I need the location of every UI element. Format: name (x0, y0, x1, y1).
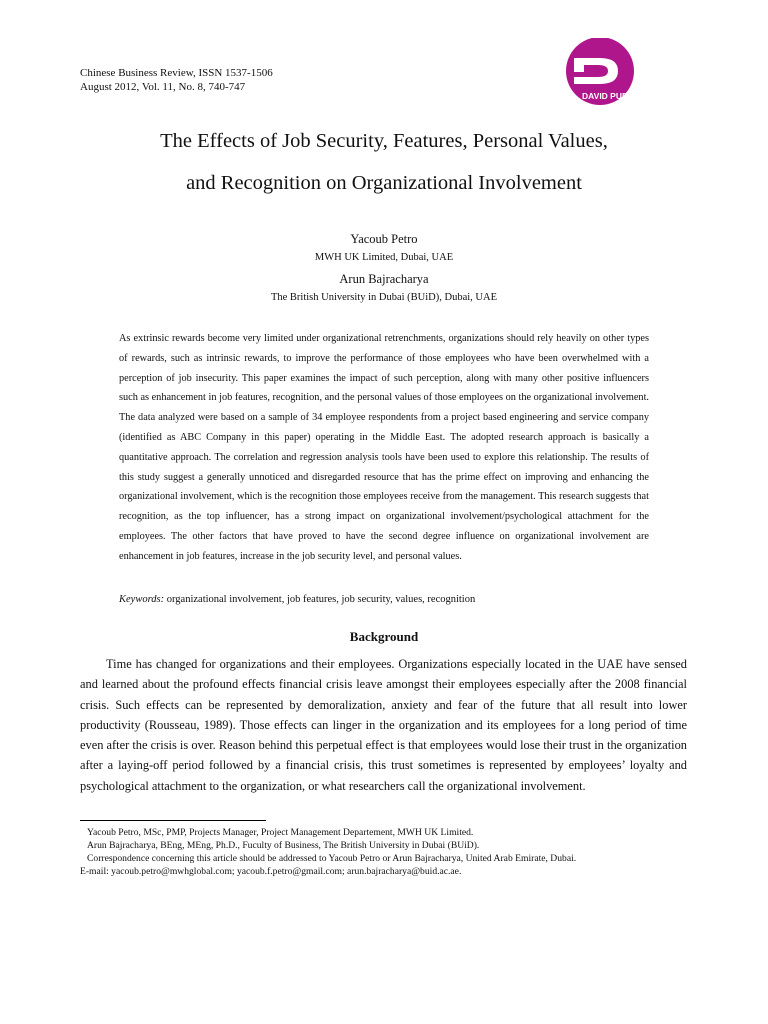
author-affiliation-1: MWH UK Limited, Dubai, UAE (314, 252, 454, 263)
keywords-list: organizational involvement, job features, job security, values, recognition (166, 594, 476, 605)
abstract: As extrinsic rewards become very limited under organizational retrenchments, organizations should rely heavily on other types of rewards, such as intrinsic rewards, to improve the performance of those employees who have been overwhelmed with a perception of job insecurity. This paper examines the impact of such perception, along with many other positive influencers such as enhancement in job features, recognition, and the personal values of those employees on the organizational involvement. The data analyzed were based on a sample of 34 employee respondents from a project based engineering and service company (identified as ABC Company in this paper) operating in the Middle East. The adopted research approach is basically a quantitative approach. The correlation and regression analysis tools have been used to explore this relationship. The results of this study suggest a generally unnoticed and disregarded resource that has the prime effect on improving and enhancing the organizational involvement, which is the recognition those employees receive from the management. This research suggests that recognition, as the top influencer, has a strong impact on organizational involvement/psychological attachment for the employees. The other factors that have proved to have the second degree influence on organizational involvement are enhancement in job features, increase in the job security level, and personal values. (119, 333, 649, 562)
logo-text: DAVID PUBLISHING (582, 91, 663, 101)
paper-title-line-1: The Effects of Job Security, Features, Personal Values, (160, 130, 608, 152)
paper-title-line-2: and Recognition on Organizational Involvement (186, 172, 582, 194)
footnote-divider (80, 820, 266, 821)
footnotes (80, 826, 700, 878)
david-publishing-logo (560, 38, 700, 110)
footnote-correspondence: Correspondence concerning this article should be addressed to Yacoub Petro or Arun Bajracharya, United Arab Emirate, Dubai. (87, 853, 577, 864)
author-name-1: Yacoub Petro (350, 232, 418, 246)
journal-line-1: Chinese Business Review, ISSN 1537-1506 (80, 67, 273, 79)
footnote-author-1: Yacoub Petro, MSc, PMP, Projects Manager, Project Management Departement, MWH UK Limited. (87, 827, 474, 838)
author-affiliation-2: The British University in Dubai (BUiD), Dubai, UAE (270, 292, 497, 303)
footnote-email: E-mail: yacoub.petro@mwhglobal.com; yacoub.f.petro@gmail.com; arun.bajracharya@buid.ac.ae. (80, 866, 462, 877)
footnote-author-2: Arun Bajracharya, BEng, MEng, Ph.D., Fuculty of Business, The British University in Dubai (BUiD). (87, 840, 480, 851)
journal-line-2: August 2012, Vol. 11, No. 8, 740-747 (80, 81, 246, 93)
section-heading-background: Background (349, 629, 419, 644)
keywords (119, 594, 649, 605)
background-paragraph: Time has changed for organizations and their employees. Organizations especially located in the UAE have sensed and learned about the profound effects financial crisis leave amongst their employees especially after the 2008 financial crisis. Such effects can be represented by demoralization, anxiety and fear of the future that all result into lower productivity (Rousseau, 1989). Those effects can linger in the organization and its employees for a long period of time even after the crisis is over. Reason behind this perpetual effect is that employees would lose their trust in the organization after a laying-off period followed by a financial crisis, this trust sometimes is represented by employees’ loyalty and psychological attachment to the organization, or what researchers call the organizational involvement. (80, 657, 687, 793)
journal-citation (80, 66, 273, 94)
author-name-2: Arun Bajracharya (339, 272, 429, 286)
keywords-label: Keywords: (119, 594, 165, 605)
